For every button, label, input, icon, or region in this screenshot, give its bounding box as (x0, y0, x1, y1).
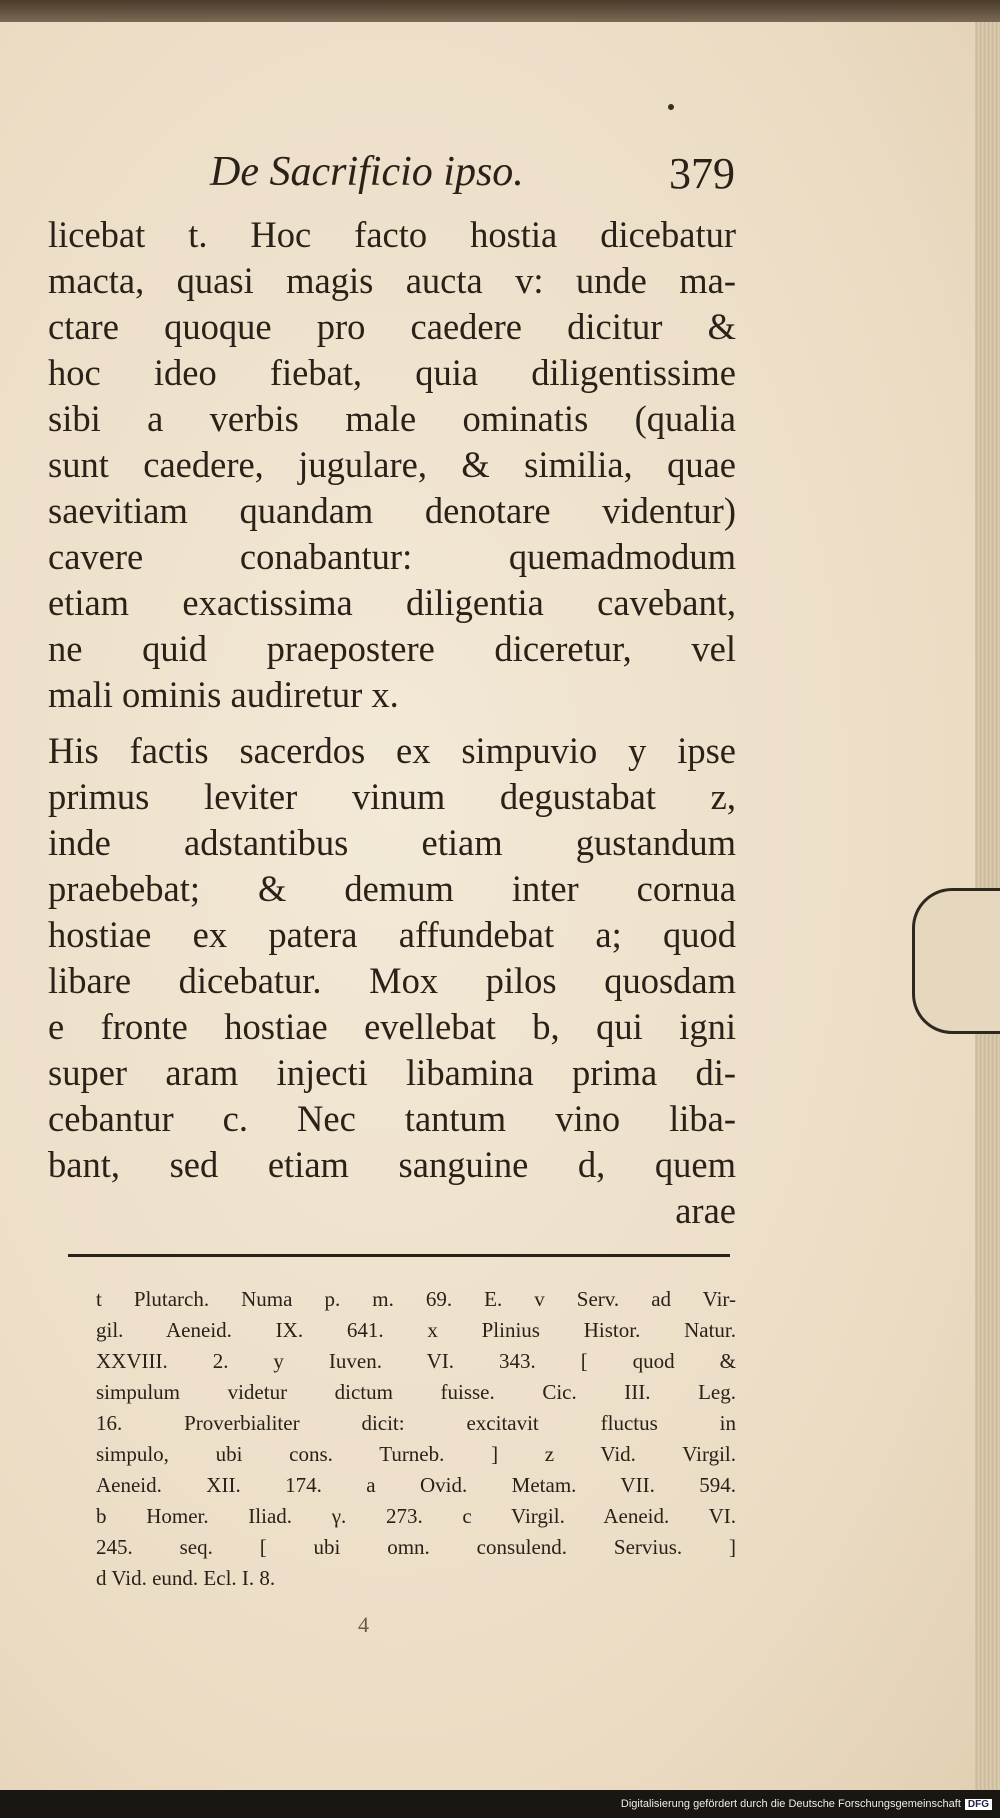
text-line: licebat t. Hoc facto hostia dicebatur (48, 214, 736, 255)
book-clasp (912, 888, 1000, 1034)
paragraph-1 (48, 212, 736, 718)
footnotes (96, 1284, 736, 1594)
footnote-line: simpulo, ubi cons. Turneb. ] z Vid. Virgil. (96, 1442, 736, 1466)
text-line: hostiae ex patera affundebat a; quod (48, 914, 736, 955)
text-line: cebantur c. Nec tantum vino liba- (48, 1098, 736, 1139)
digitization-credit (621, 1798, 992, 1810)
text-line: saevitiam quandam denotare videntur) (48, 490, 736, 531)
text-line: e fronte hostiae evellebat b, qui igni (48, 1006, 736, 1047)
signature-mark: 4 (358, 1612, 369, 1637)
binding-top (0, 0, 1000, 22)
footnote-line: b Homer. Iliad. γ. 273. c Virgil. Aeneid. VI. (96, 1504, 736, 1528)
text-line: sunt caedere, jugulare, & similia, quae (48, 444, 736, 485)
running-head-title: De Sacrificio ipso. (210, 149, 524, 195)
paragraph-2 (48, 728, 736, 1234)
ink-speck (668, 104, 674, 110)
text-line: super aram injecti libamina prima di- (48, 1052, 736, 1093)
text-line: His factis sacerdos ex simpuvio y ipse (48, 730, 736, 771)
credit-text: Digitalisierung gefördert durch die Deutsche Forschungsgemeinschaft (620, 1798, 961, 1810)
text-line: ne quid praepostere diceretur, vel (48, 628, 736, 669)
footnote-line: 16. Proverbialiter dicit: excitavit fluctus in (96, 1411, 736, 1435)
page-number: 379 (669, 149, 735, 198)
text-line: inde adstantibus etiam gustandum (48, 822, 736, 863)
footnote-line: Aeneid. XII. 174. a Ovid. Metam. VII. 594. (96, 1473, 736, 1497)
dfg-logo: DFG (965, 1799, 992, 1810)
text-line: primus leviter vinum degustabat z, (48, 776, 736, 817)
text-line: mali ominis audiretur x. (48, 674, 399, 715)
footnote-rule (68, 1254, 730, 1257)
footnote-line: 245. seq. [ ubi omn. consulend. Servius. ] (96, 1535, 736, 1559)
text-line: sibi a verbis male ominatis (qualia (48, 398, 736, 439)
text-line: bant, sed etiam sanguine d, quem (48, 1144, 736, 1185)
text-line: libare dicebatur. Mox pilos quosdam (48, 960, 736, 1001)
text-line: hoc ideo fiebat, quia diligentissime (48, 352, 736, 393)
footnote-line: XXVIII. 2. y Iuven. VI. 343. [ quod & (96, 1349, 736, 1373)
footnote-line: d Vid. eund. Ecl. I. 8. (96, 1566, 276, 1590)
text-line: macta, quasi magis aucta v: unde ma- (48, 260, 736, 301)
running-head (210, 148, 735, 198)
text-line: cavere conabantur: quemadmodum (48, 536, 736, 577)
text-line: etiam exactissima diligentia cavebant, (48, 582, 736, 623)
footnote-line: simpulum videtur dictum fuisse. Cic. III. Leg. (96, 1380, 736, 1404)
text-line: ctare quoque pro caedere dicitur & (48, 306, 736, 347)
catchword: arae (675, 1190, 736, 1231)
footnote-line: gil. Aeneid. IX. 641. x Plinius Histor. Natur. (96, 1318, 736, 1342)
text-line: praebebat; & demum inter cornua (48, 868, 736, 909)
footnote-line: t Plutarch. Numa p. m. 69. E. v Serv. ad Vir- (96, 1287, 736, 1311)
